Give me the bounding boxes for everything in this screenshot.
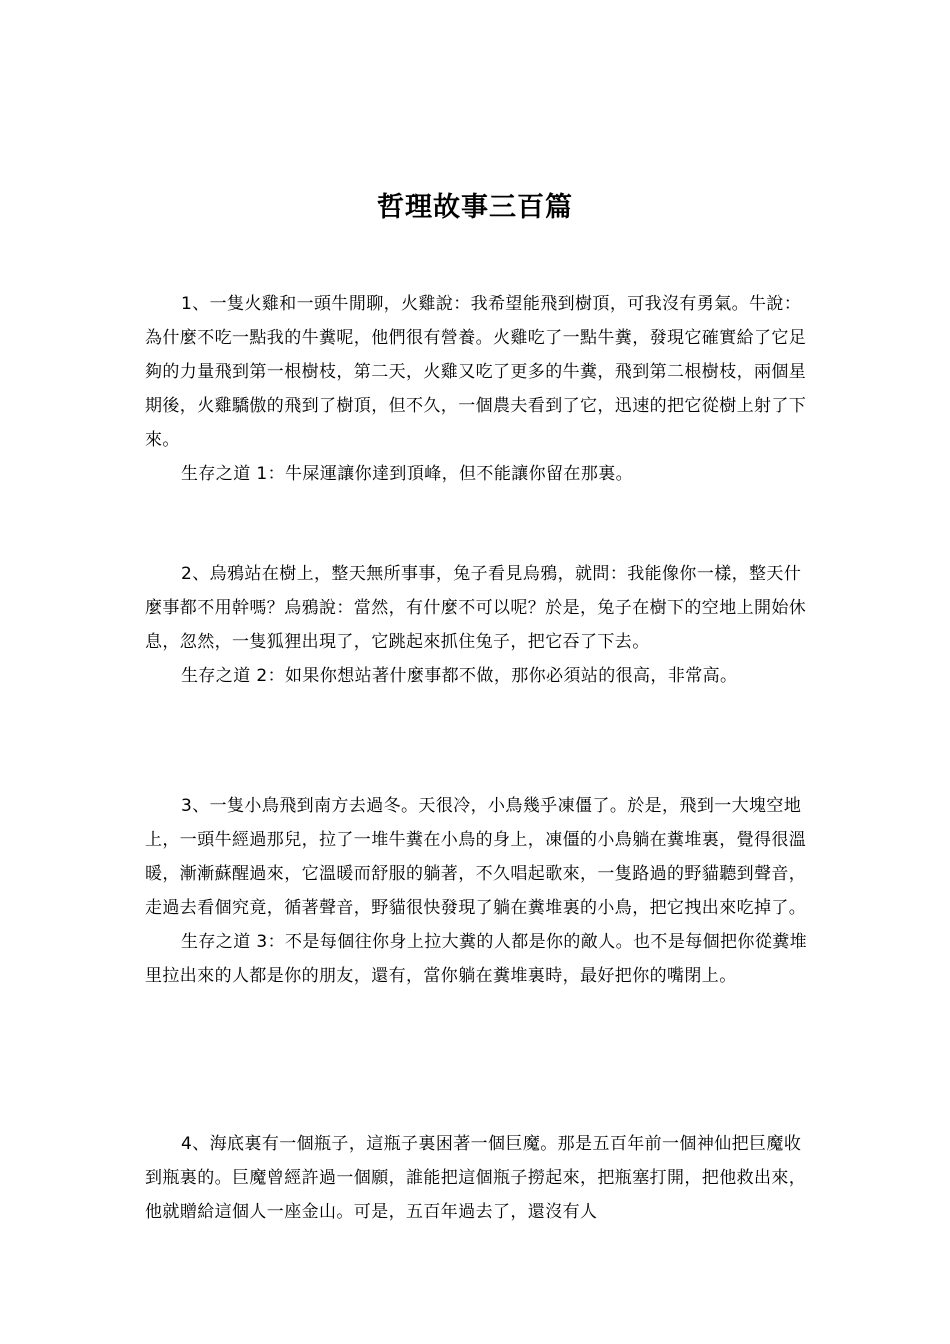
story-2 xyxy=(145,557,810,693)
story-1-lesson: 生存之道 1：牛屎運讓你達到頂峰，但不能讓你留在那裏。 xyxy=(181,464,634,484)
story-2-body: 2、烏鴉站在樹上，整天無所事事，兔子看見烏鴉，就問：我能像你一樣，整天什麼事都不用幹嗎？烏鴉說：當然，有什麼不可以呢？於是，兔子在樹下的空地上開始休息，忽然，一隻狐狸出現了，它跳起來抓住兔子，把它吞了下去。 xyxy=(145,564,807,652)
story-4 xyxy=(145,1127,810,1229)
story-2-lesson: 生存之道 2：如果你想站著什麼事都不做，那你必須站的很高，非常高。 xyxy=(181,666,738,686)
page-title: 哲理故事三百篇 xyxy=(377,192,573,224)
story-1 xyxy=(145,287,810,491)
story-3-body: 3、一隻小鳥飛到南方去過冬。天很冷，小鳥幾乎凍僵了。於是，飛到一大塊空地上，一頭牛經過那兒，拉了一堆牛糞在小鳥的身上，凍僵的小鳥躺在糞堆裏，覺得很溫暖，漸漸蘇醒過來，它溫暖而舒服的躺著，不久唱起歌來，一隻路過的野貓聽到聲音，走過去看個究竟，循著聲音，野貓很快發現了躺在糞堆裏的小鳥，把它拽出來吃掉了。 xyxy=(145,796,807,918)
story-1-body: 1、一隻火雞和一頭牛閒聊，火雞說：我希望能飛到樹頂，可我沒有勇氣。牛說：為什麼不吃一點我的牛糞呢，他們很有營養。火雞吃了一點牛糞，發現它確實給了它足夠的力量飛到第一根樹枝，第二天，火雞又吃了更多的牛糞，飛到第二根樹枝，兩個星期後，火雞驕傲的飛到了樹頂，但不久，一個農夫看到了它，迅速的把它從樹上射了下來。 xyxy=(145,294,807,450)
story-3 xyxy=(145,789,810,993)
story-3-lesson: 生存之道 3：不是每個往你身上拉大糞的人都是你的敵人。也不是每個把你從糞堆里拉出來的人都是你的朋友，還有，當你躺在糞堆裏時，最好把你的嘴閉上。 xyxy=(145,932,808,986)
story-4-body: 4、海底裏有一個瓶子，這瓶子裏困著一個巨魔。那是五百年前一個神仙把巨魔收到瓶裏的。巨魔曾經許過一個願，誰能把這個瓶子撈起來，把瓶塞打開，把他救出來，他就贈給這個人一座金山。可是，五百年過去了，還沒有人 xyxy=(145,1134,807,1222)
